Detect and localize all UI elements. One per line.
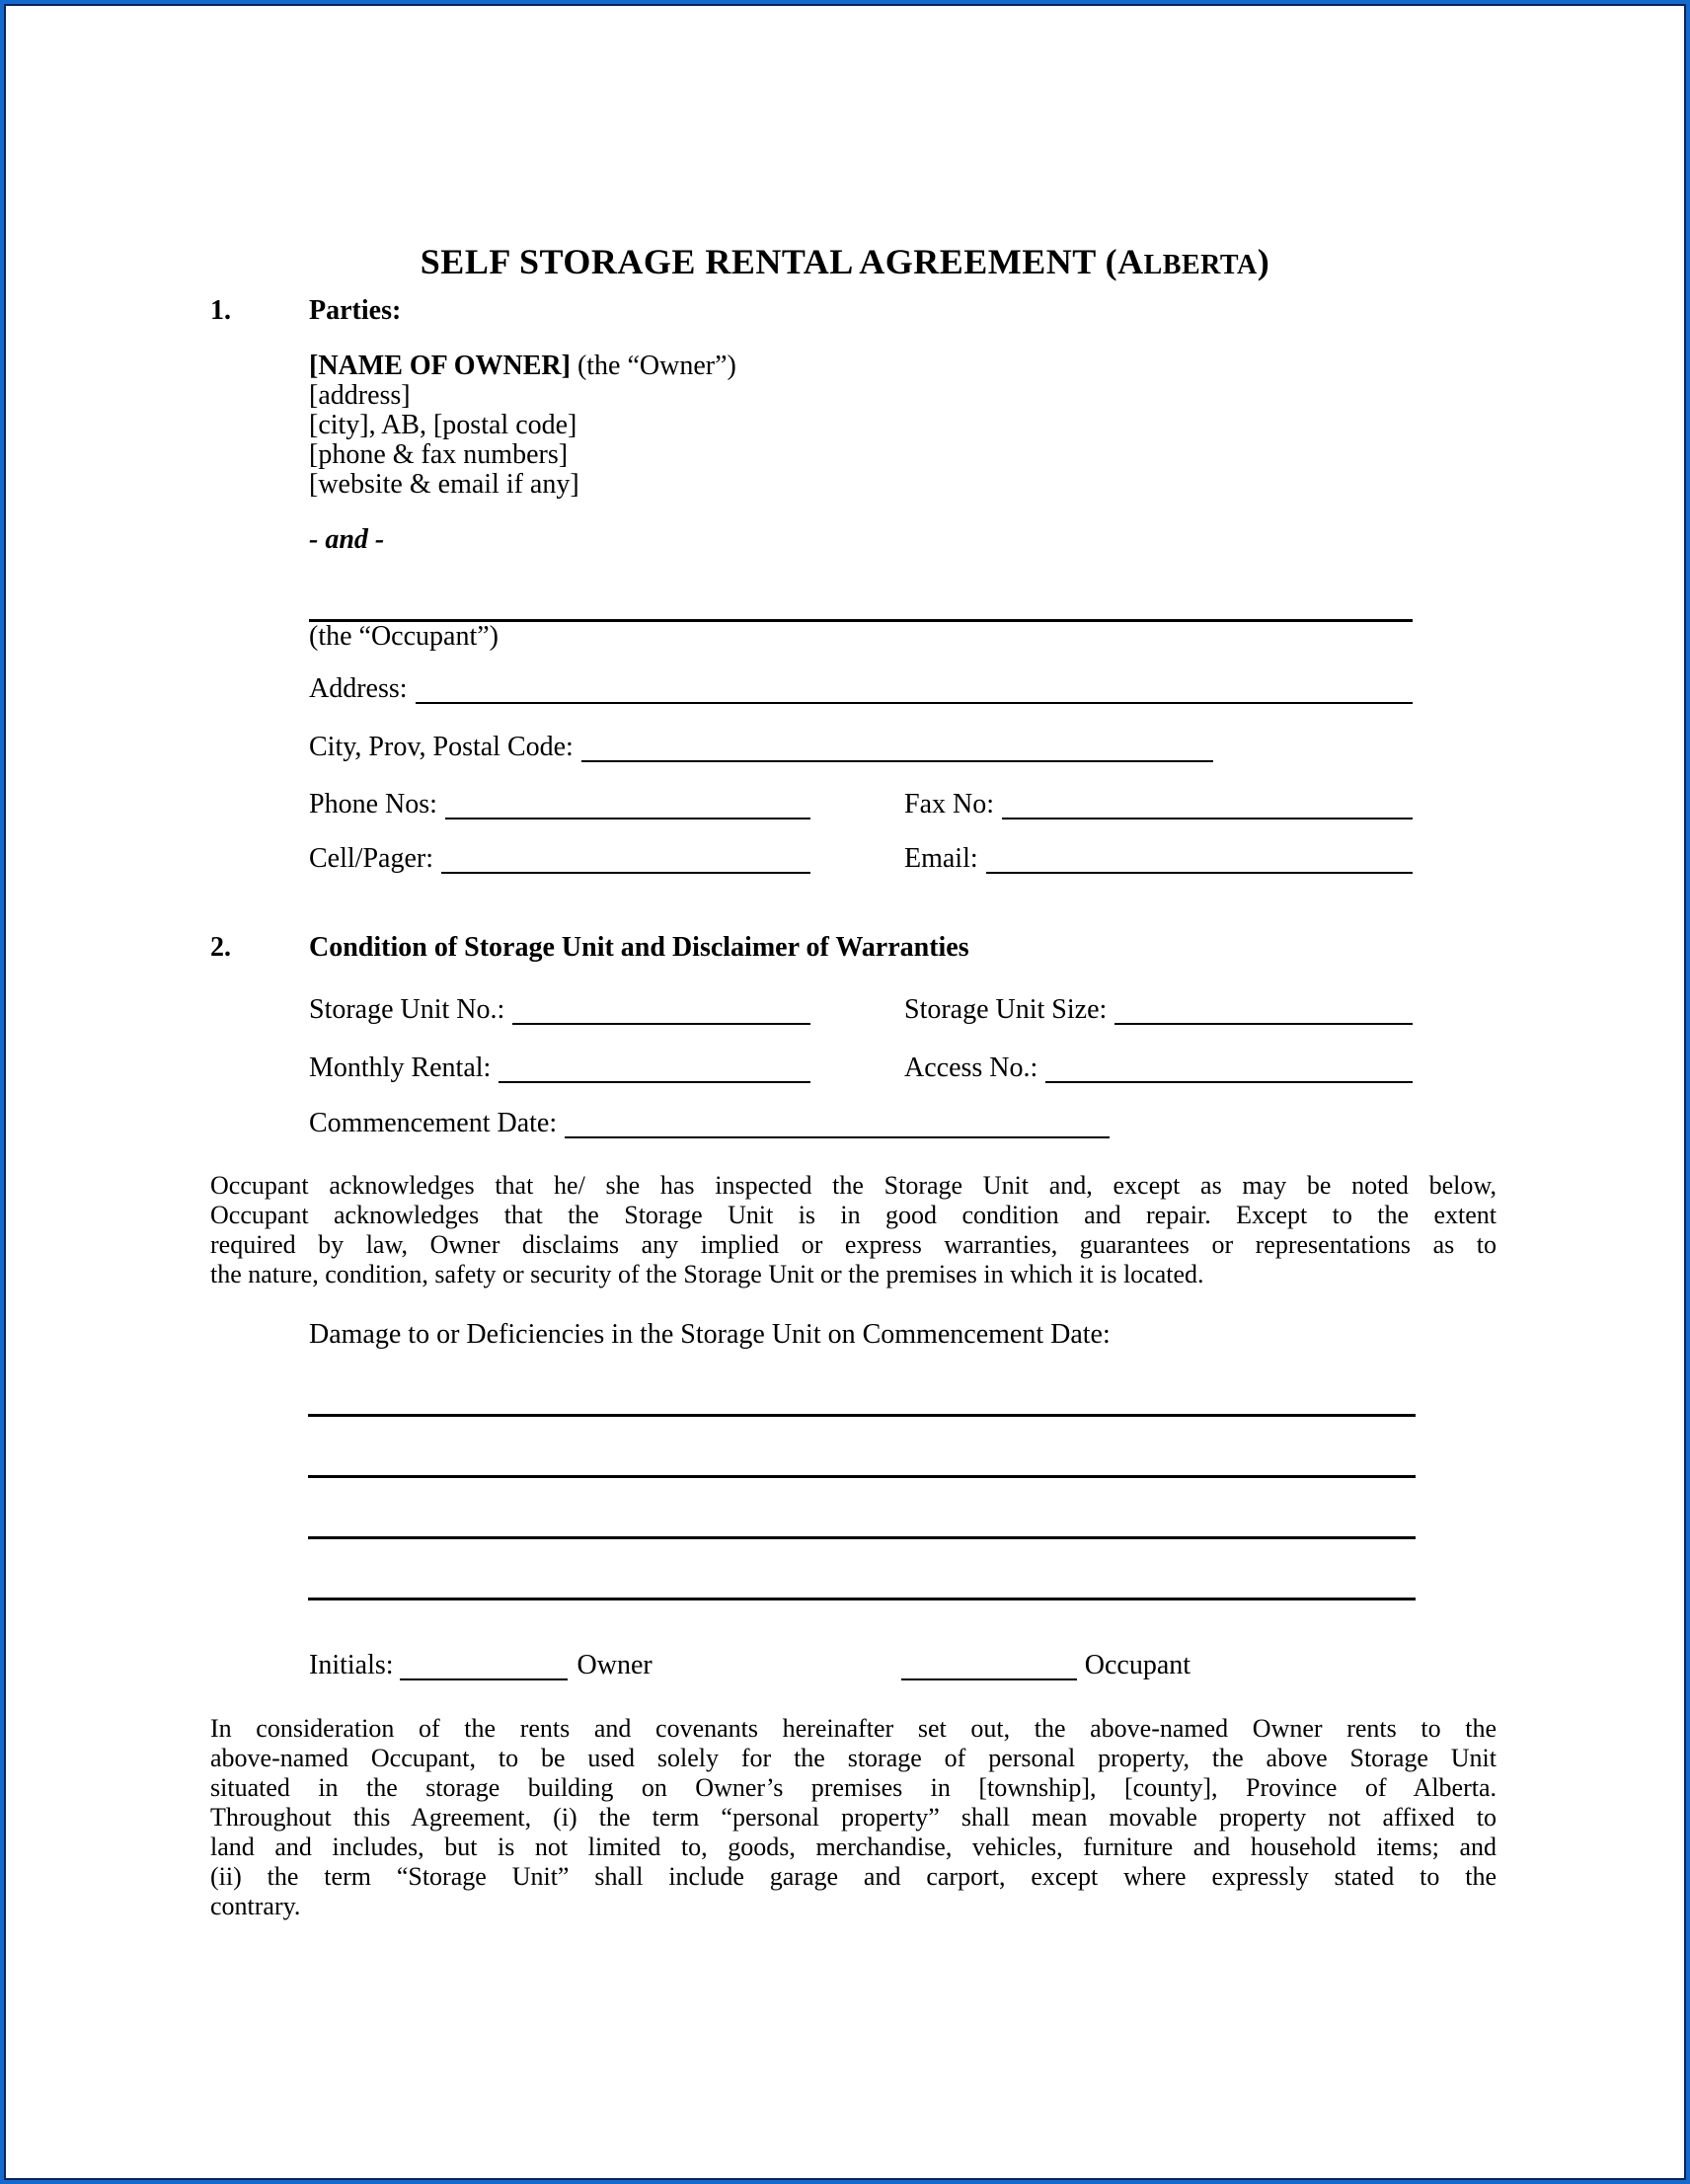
occupant-city-row — [309, 733, 1213, 762]
monthly-rental-blank-line — [499, 1053, 810, 1083]
initials-row — [309, 1651, 1296, 1680]
owner-initials-blank — [400, 1651, 568, 1680]
page-content — [6, 6, 1684, 2178]
and-separator: - and - — [309, 524, 385, 555]
consideration-paragraph: In consideration of the rents and covenants hereinafter set out, the above-named Owner rents to the above-named Occupant, to be used solely for the storage of personal property, the above Storage Unit situated in the storage building on Owner’s premises in [township], [county], Province of Alberta. Throughout this Agreement, (i) the term “personal property” shall mean movable property not affixed to land and includes, but is not limited to, goods, merchandise, vehicles, furniture and household items; and (ii) the term “Storage Unit” shall include garage and carport, except where expressly stated to the contrary. — [210, 1714, 1497, 1920]
unit-size-label: Storage Unit Size: — [904, 994, 1108, 1025]
city-blank-line — [581, 733, 1213, 762]
page-border — [4, 4, 1686, 2180]
initials-label: Initials: — [309, 1650, 394, 1680]
title-smallcaps: LBERTA — [1143, 250, 1258, 280]
unit-size-row — [904, 995, 1413, 1025]
access-no-label: Access No.: — [904, 1053, 1038, 1083]
title-suffix: ) — [1257, 242, 1270, 281]
access-no-blank-line — [1045, 1053, 1413, 1083]
section-1-number: 1. — [210, 295, 231, 326]
damage-heading: Damage to or Deficiencies in the Storage Unit on Commencement Date: — [309, 1319, 1111, 1350]
fax-label: Fax No: — [904, 789, 994, 819]
access-no-row — [904, 1053, 1413, 1083]
monthly-rental-label: Monthly Rental: — [309, 1053, 492, 1083]
cell-blank-line — [441, 844, 810, 874]
cell-label: Cell/Pager: — [309, 843, 433, 874]
commencement-row — [309, 1109, 1110, 1138]
unit-no-label: Storage Unit No.: — [309, 994, 505, 1025]
damage-blank-line-2 — [308, 1475, 1416, 1478]
damage-blank-line-4 — [308, 1598, 1416, 1600]
owner-address-line: [address] — [309, 380, 411, 411]
section-1-heading: Parties: — [309, 295, 402, 326]
email-row — [904, 844, 1413, 874]
section-2-number: 2. — [210, 932, 231, 963]
phone-row — [309, 790, 810, 819]
phone-label: Phone Nos: — [309, 789, 437, 819]
occupant-address-row — [309, 674, 1413, 704]
owner-block — [309, 351, 736, 500]
condition-paragraph: Occupant acknowledges that he/ she has inspected the Storage Unit and, except as may be noted below, Occupant acknowledges that the Storage Unit is in good condition and repair. Except to the extent required by law, Owner disclaims any implied or express warranties, guarantees or representations as to the nature, condition, safety or security of the Storage Unit or the premises in which it is located. — [210, 1171, 1497, 1288]
monthly-rental-row — [309, 1053, 810, 1083]
owner-name-line — [309, 351, 736, 381]
occupant-initials-blank — [901, 1651, 1077, 1680]
owner-name: [NAME OF OWNER] — [309, 351, 571, 381]
section-2-heading: Condition of Storage Unit and Disclaimer of Warranties — [309, 932, 969, 963]
address-label: Address: — [309, 673, 408, 704]
document-title — [6, 241, 1684, 282]
owner-website-line: [website & email if any] — [309, 469, 579, 500]
unit-size-blank-line — [1114, 995, 1413, 1025]
commencement-blank-line — [565, 1109, 1110, 1138]
email-blank-line — [986, 844, 1413, 874]
owner-name-caption: (the “Owner”) — [570, 351, 736, 381]
commencement-label: Commencement Date: — [309, 1108, 558, 1138]
phone-blank-line — [445, 790, 810, 819]
damage-blank-line-1 — [308, 1414, 1416, 1417]
city-label: City, Prov, Postal Code: — [309, 732, 574, 762]
owner-initials-caption: Owner — [576, 1650, 653, 1680]
unit-no-row — [309, 995, 810, 1025]
email-label: Email: — [904, 843, 978, 874]
occupant-initials-caption: Occupant — [1084, 1650, 1191, 1680]
unit-no-blank-line — [512, 995, 810, 1025]
owner-phone-line: [phone & fax numbers] — [309, 439, 569, 470]
title-prefix: SELF STORAGE RENTAL AGREEMENT (A — [420, 242, 1144, 281]
owner-city-line: [city], AB, [postal code] — [309, 410, 577, 440]
occupant-caption: (the “Occupant”) — [309, 621, 499, 652]
address-blank-line — [416, 674, 1413, 704]
fax-blank-line — [1002, 790, 1413, 819]
damage-blank-line-3 — [308, 1536, 1416, 1539]
fax-row — [904, 790, 1413, 819]
cell-row — [309, 844, 810, 874]
